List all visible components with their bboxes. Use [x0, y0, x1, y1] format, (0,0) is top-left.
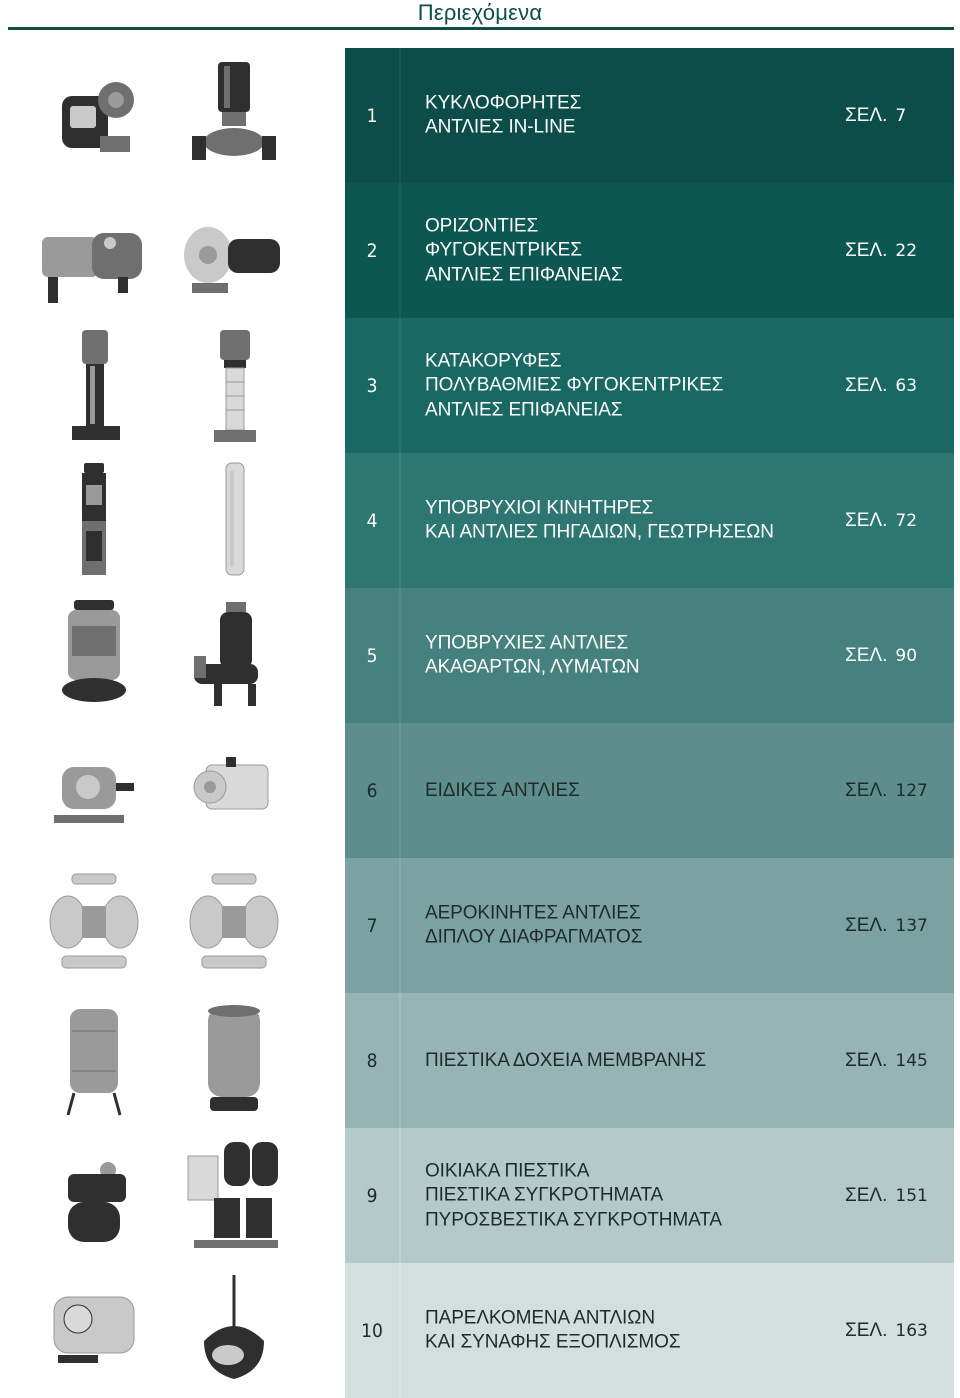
- section-number-cell: [345, 183, 399, 318]
- toc-band[interactable]: [345, 318, 954, 453]
- page-reference[interactable]: [845, 915, 928, 937]
- page-reference[interactable]: [845, 1185, 928, 1207]
- expansion-vessel-image: [174, 1001, 294, 1121]
- toc-row-6[interactable]: [0, 723, 960, 858]
- section-number: 6: [366, 779, 378, 802]
- product-images: [24, 858, 344, 993]
- page-label: ΣΕΛ.: [845, 374, 888, 396]
- product-images: [24, 318, 344, 453]
- borehole-pump-image: [34, 461, 154, 581]
- product-images: [24, 183, 344, 318]
- section-title: [425, 1048, 835, 1073]
- section-number: 1: [366, 104, 378, 127]
- page-label: ΣΕΛ.: [845, 1049, 888, 1071]
- section-number: 8: [366, 1049, 378, 1072]
- page-reference[interactable]: [845, 645, 917, 667]
- page-number: 127: [895, 780, 928, 801]
- section-title: [425, 1306, 835, 1355]
- page-number: 7: [895, 105, 907, 126]
- cell-divider: [399, 723, 401, 858]
- page-number: 90: [895, 645, 918, 666]
- section-title-line: ΚΑΙ ΣΥΝΑΦΗΣ ΕΞΟΠΛΙΣΜΟΣ: [425, 1331, 681, 1353]
- circulator-pump-image: [34, 56, 154, 176]
- page-reference[interactable]: [845, 1050, 928, 1072]
- toc-band[interactable]: [345, 858, 954, 993]
- section-number: 10: [361, 1319, 383, 1342]
- section-title-line: ΠΥΡΟΣΒΕΣΤΙΚΑ ΣΥΓΚΡΟΤΗΜΑΤΑ: [425, 1208, 722, 1230]
- section-title-line: ΑΚΑΘΑΡΤΩΝ, ΛΥΜΑΤΩΝ: [425, 656, 640, 678]
- page-label: ΣΕΛ.: [845, 1319, 888, 1341]
- toc-row-1[interactable]: [0, 48, 960, 183]
- booster-set-image: [174, 1136, 294, 1256]
- cell-divider: [399, 453, 401, 588]
- page-reference[interactable]: [845, 780, 928, 802]
- toc-band[interactable]: [345, 723, 954, 858]
- toc-row-10[interactable]: [0, 1263, 960, 1398]
- section-title: [425, 631, 835, 680]
- cell-divider: [399, 858, 401, 993]
- cell-divider: [399, 48, 401, 183]
- product-images: [24, 993, 344, 1128]
- section-title-line: ΠΙΕΣΤΙΚΑ ΔΟΧΕΙΑ ΜΕΜΒΡΑΝΗΣ: [425, 1049, 707, 1071]
- section-number: 2: [366, 239, 378, 262]
- page-label: ΣΕΛ.: [845, 1184, 888, 1206]
- section-number: 7: [366, 914, 378, 937]
- section-title-line: ΑΝΤΛΙΕΣ IN-LINE: [425, 116, 576, 138]
- section-title-line: ΠΙΕΣΤΙΚΑ ΣΥΓΚΡΟΤΗΜΑΤΑ: [425, 1184, 664, 1206]
- page-number: 151: [895, 1185, 928, 1206]
- section-title-line: ΑΝΤΛΙΕΣ ΕΠΙΦΑΝΕΙΑΣ: [425, 398, 623, 420]
- toc-row-8[interactable]: [0, 993, 960, 1128]
- domestic-booster-image: [34, 1136, 154, 1256]
- diaphragm-pump-image: [34, 866, 154, 986]
- inline-pump-image: [174, 56, 294, 176]
- page-reference[interactable]: [845, 105, 906, 127]
- section-title-line: ΚΑΙ ΑΝΤΛΙΕΣ ΠΗΓΑΔΙΩΝ, ΓΕΩΤΡΗΣΕΩΝ: [425, 521, 774, 543]
- horizontal-centrifugal-pump-2-image: [174, 191, 294, 311]
- toc-row-3[interactable]: [0, 318, 960, 453]
- page-number: 163: [895, 1320, 928, 1341]
- cell-divider: [399, 993, 401, 1128]
- table-of-contents: [0, 48, 960, 1398]
- toc-band[interactable]: [345, 1263, 954, 1398]
- toc-row-9[interactable]: [0, 1128, 960, 1263]
- section-number: 3: [366, 374, 378, 397]
- page-reference[interactable]: [845, 510, 917, 532]
- section-title-line: ΥΠΟΒΡΥΧΙΟΙ ΚΙΝΗΤΗΡΕΣ: [425, 497, 654, 518]
- page-reference[interactable]: [845, 375, 917, 397]
- page-number: 63: [895, 375, 918, 396]
- section-title-line: ΑΕΡΟΚΙΝΗΤΕΣ ΑΝΤΛΙΕΣ: [425, 902, 641, 923]
- section-number-cell: [345, 1128, 399, 1263]
- toc-band[interactable]: [345, 993, 954, 1128]
- toc-band[interactable]: [345, 588, 954, 723]
- cell-divider: [399, 318, 401, 453]
- section-number: 4: [366, 509, 378, 532]
- product-images: [24, 723, 344, 858]
- title-rule: [8, 27, 954, 30]
- section-title: [425, 91, 835, 140]
- section-number-cell: [345, 588, 399, 723]
- product-images: [24, 1128, 344, 1263]
- page-number: 137: [895, 915, 928, 936]
- page-label: ΣΕΛ.: [845, 914, 888, 936]
- section-title: [425, 1159, 835, 1233]
- vacuum-pump-image: [174, 731, 294, 851]
- section-title: [425, 496, 835, 545]
- section-title-line: ΠΑΡΕΛΚΟΜΕΝΑ ΑΝΤΛΙΩΝ: [425, 1307, 655, 1328]
- special-pump-image: [34, 731, 154, 851]
- section-title: [425, 778, 835, 803]
- section-title-line: ΚΑΤΑΚΟΡΥΦΕΣ: [425, 349, 562, 371]
- pressure-controller-image: [34, 1271, 154, 1391]
- section-title-line: ΟΙΚΙΑΚΑ ΠΙΕΣΤΙΚΑ: [425, 1159, 590, 1181]
- section-title-line: ΟΡΙΖΟΝΤΙΕΣ: [425, 214, 539, 236]
- toc-band[interactable]: [345, 48, 954, 183]
- page-reference[interactable]: [845, 240, 917, 262]
- cell-divider: [399, 1128, 401, 1263]
- section-title-line: ΚΥΚΛΟΦΟΡΗΤΕΣ: [425, 92, 582, 113]
- toc-band[interactable]: [345, 1128, 954, 1263]
- section-title-line: ΑΝΤΛΙΕΣ ΕΠΙΦΑΝΕΙΑΣ: [425, 263, 623, 285]
- section-number-cell: [345, 453, 399, 588]
- cell-divider: [399, 588, 401, 723]
- section-number-cell: [345, 318, 399, 453]
- section-title-line: ΔΙΠΛΟΥ ΔΙΑΦΡΑΓΜΑΤΟΣ: [425, 926, 643, 948]
- sewage-pump-image: [174, 596, 294, 716]
- section-title: [425, 214, 835, 288]
- product-images: [24, 588, 344, 723]
- cell-divider: [399, 183, 401, 318]
- vertical-multistage-pump-2-image: [174, 326, 294, 446]
- toc-row-5[interactable]: [0, 588, 960, 723]
- section-title-line: ΦΥΓΟΚΕΝΤΡΙΚΕΣ: [425, 239, 582, 261]
- diaphragm-pump-2-image: [174, 866, 294, 986]
- cell-divider: [399, 1263, 401, 1398]
- toc-band[interactable]: [345, 183, 954, 318]
- vertical-multistage-pump-image: [34, 326, 154, 446]
- page-label: ΣΕΛ.: [845, 644, 888, 666]
- section-number-cell: [345, 1263, 399, 1398]
- section-number: 9: [366, 1184, 378, 1207]
- section-title-line: ΕΙΔΙΚΕΣ ΑΝΤΛΙΕΣ: [425, 779, 580, 801]
- section-number-cell: [345, 48, 399, 183]
- page-number: 22: [895, 240, 918, 261]
- page-title: Περιεχόμενα: [417, 0, 543, 25]
- toc-row-7[interactable]: [0, 858, 960, 993]
- section-title-line: ΠΟΛΥΒΑΘΜΙΕΣ ΦΥΓΟΚΕΝΤΡΙΚΕΣ: [425, 374, 724, 396]
- page-label: ΣΕΛ.: [845, 779, 888, 801]
- section-title: [425, 349, 835, 423]
- section-number: 5: [366, 644, 378, 667]
- page-number: 145: [895, 1050, 928, 1071]
- product-images: [24, 48, 344, 183]
- horizontal-centrifugal-pump-image: [34, 191, 154, 311]
- product-images: [24, 1263, 344, 1398]
- section-number-cell: [345, 723, 399, 858]
- submersible-drainage-pump-image: [34, 596, 154, 716]
- page-label: ΣΕΛ.: [845, 509, 888, 531]
- page-number: 72: [895, 510, 918, 531]
- float-switch-image: [174, 1271, 294, 1391]
- expansion-vessel-legs-image: [34, 1001, 154, 1121]
- section-number-cell: [345, 993, 399, 1128]
- toc-row-2[interactable]: [0, 183, 960, 318]
- page-label: ΣΕΛ.: [845, 104, 888, 126]
- section-title-line: ΥΠΟΒΡΥΧΙΕΣ ΑΝΤΛΙΕΣ: [425, 632, 628, 653]
- page-reference[interactable]: [845, 1320, 928, 1342]
- toc-row-4[interactable]: [0, 453, 960, 588]
- section-number-cell: [345, 858, 399, 993]
- borehole-motor-image: [174, 461, 294, 581]
- page-label: ΣΕΛ.: [845, 239, 888, 261]
- toc-band[interactable]: [345, 453, 954, 588]
- product-images: [24, 453, 344, 588]
- section-title: [425, 901, 835, 950]
